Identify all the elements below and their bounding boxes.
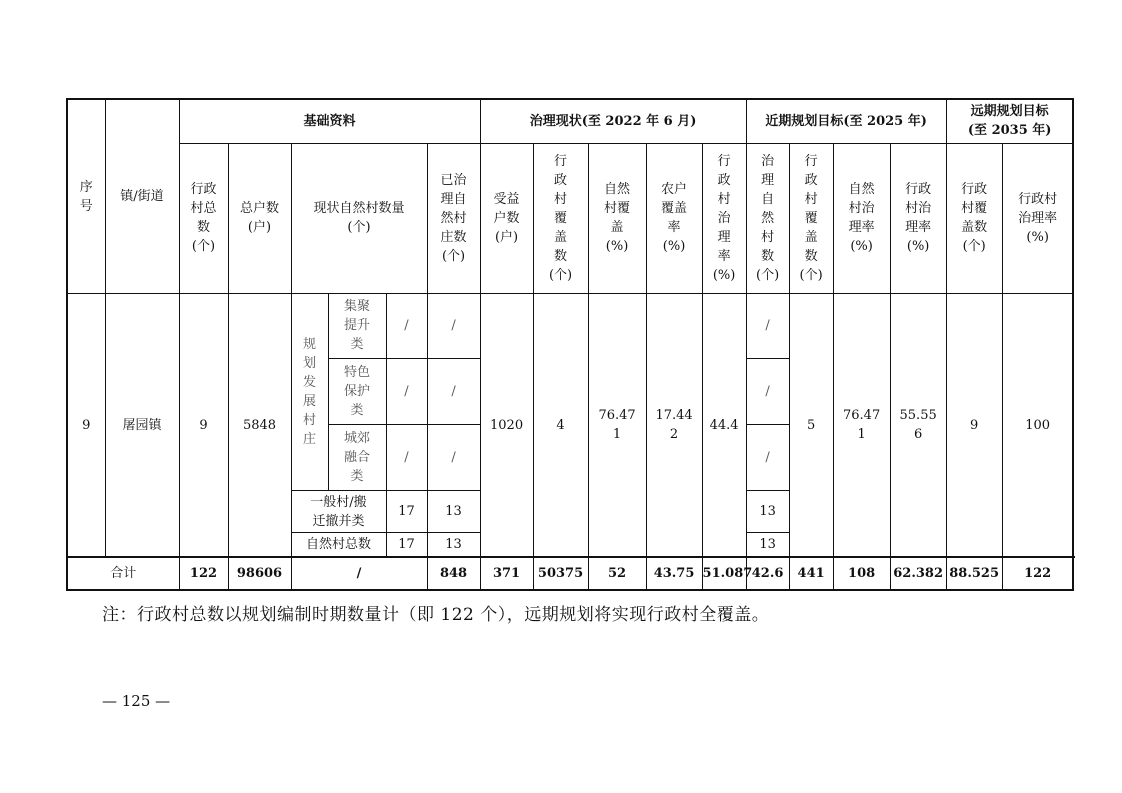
header-group-far: 远期规划目标 (至 2035 年) <box>946 99 1073 143</box>
header-group-status: 治理现状(至 2022 年 6 月) <box>480 99 746 143</box>
total-admin-rate: 42.6 <box>746 557 789 590</box>
general-near-natural: 13 <box>746 491 789 533</box>
total-near-natural-rate: 62.382 <box>890 557 946 590</box>
header-household-coverage: 农户 覆盖 率 (%) <box>646 143 702 294</box>
natural-total-count: 17 <box>386 533 427 557</box>
total-natural-count: 848 <box>427 557 480 590</box>
total-far-admin-covered: 122 <box>1002 557 1073 590</box>
header-near-admin-rate: 行政 村治 理率 (%) <box>890 143 946 294</box>
cat1-governed: / <box>427 294 480 358</box>
category-feature-protection: 特色 保护 类 <box>328 358 386 424</box>
category-suburban-integration: 城郊 融合 类 <box>328 424 386 490</box>
cat2-near-natural: / <box>746 358 789 424</box>
table-footnote: 注：行政村总数以规划编制时期数量计（即 122 个），远期规划将实现行政村全覆盖。 <box>102 605 770 625</box>
row-admin-covered: 4 <box>533 294 588 557</box>
row-benefit-households: 1020 <box>480 294 533 557</box>
header-admin-rate: 行 政 村 治 理 率 (%) <box>702 143 746 294</box>
general-governed: 13 <box>427 491 480 533</box>
row-far-admin-rate: 100 <box>1002 294 1073 557</box>
total-admin-total: 122 <box>179 557 228 590</box>
header-natural-coverage: 自然 村覆 盖 (%) <box>588 143 646 294</box>
header-governed-villages: 已治 理自 然村 庄数 (个) <box>427 143 480 294</box>
header-group-near: 近期规划目标(至 2025 年) <box>746 99 946 143</box>
total-slash: / <box>291 557 427 590</box>
cat3-near-natural: / <box>746 424 789 490</box>
row-near-natural-rate: 76.47 1 <box>833 294 890 557</box>
total-row <box>67 557 1073 590</box>
row-natural-coverage: 76.47 1 <box>588 294 646 557</box>
page-number: — 125 — <box>102 692 171 710</box>
cat3-governed: / <box>427 424 480 490</box>
header-group-basic: 基础资料 <box>179 99 480 143</box>
total-benefit-households: 50375 <box>533 557 588 590</box>
general-count: 17 <box>386 491 427 533</box>
planned-villages-label: 规 划 发 展 村 庄 <box>291 294 328 491</box>
total-households: 98606 <box>228 557 291 590</box>
header-seq: 序 号 <box>67 99 105 294</box>
total-label: 合计 <box>67 557 179 590</box>
natural-total-near: 13 <box>746 533 789 557</box>
row-admin-total: 9 <box>179 294 228 557</box>
row-households: 5848 <box>228 294 291 557</box>
header-admin-covered: 行 政 村 覆 盖 数 (个) <box>533 143 588 294</box>
total-near-natural: 441 <box>789 557 833 590</box>
row-near-admin-rate: 55.55 6 <box>890 294 946 557</box>
row-near-admin-covered: 5 <box>789 294 833 557</box>
header-far-admin-covered: 行政 村覆 盖数 (个) <box>946 143 1002 294</box>
total-natural-coverage: 43.75 <box>646 557 702 590</box>
header-households: 总户数 (户) <box>228 143 291 294</box>
total-near-admin-rate: 88.525 <box>946 557 1002 590</box>
cat3-count: / <box>386 424 427 490</box>
row-town: 屠园镇 <box>105 294 179 557</box>
row-household-coverage: 17.44 2 <box>646 294 702 557</box>
total-household-coverage: 51.087 <box>702 557 746 590</box>
header-benefit-households: 受益 户数 (户) <box>480 143 533 294</box>
total-near-admin-covered: 108 <box>833 557 890 590</box>
cat1-near-natural: / <box>746 294 789 358</box>
total-admin-covered: 52 <box>588 557 646 590</box>
row-admin-rate: 44.4 <box>702 294 746 557</box>
header-far-admin-rate: 行政村 治理率 (%) <box>1002 143 1073 294</box>
row-far-admin-covered: 9 <box>946 294 1002 557</box>
header-near-natural-rate: 自然 村治 理率 (%) <box>833 143 890 294</box>
header-near-natural: 治 理 自 然 村 数 (个) <box>746 143 789 294</box>
category-general-relocation: 一般村/搬 迁撤并类 <box>291 491 386 533</box>
natural-village-total-label: 自然村总数 <box>291 533 386 557</box>
total-governed: 371 <box>480 557 533 590</box>
header-natural-count: 现状自然村数量 (个) <box>291 143 427 294</box>
row-seq: 9 <box>67 294 105 557</box>
cat2-governed: / <box>427 358 480 424</box>
header-near-admin-covered: 行 政 村 覆 盖 数 (个) <box>789 143 833 294</box>
category-cluster-upgrade: 集聚 提升 类 <box>328 294 386 358</box>
header-admin-total: 行政 村总 数 (个) <box>179 143 228 294</box>
header-town: 镇/街道 <box>105 99 179 294</box>
cat1-count: / <box>386 294 427 358</box>
village-governance-table <box>66 98 1074 591</box>
natural-total-governed: 13 <box>427 533 480 557</box>
cat2-count: / <box>386 358 427 424</box>
